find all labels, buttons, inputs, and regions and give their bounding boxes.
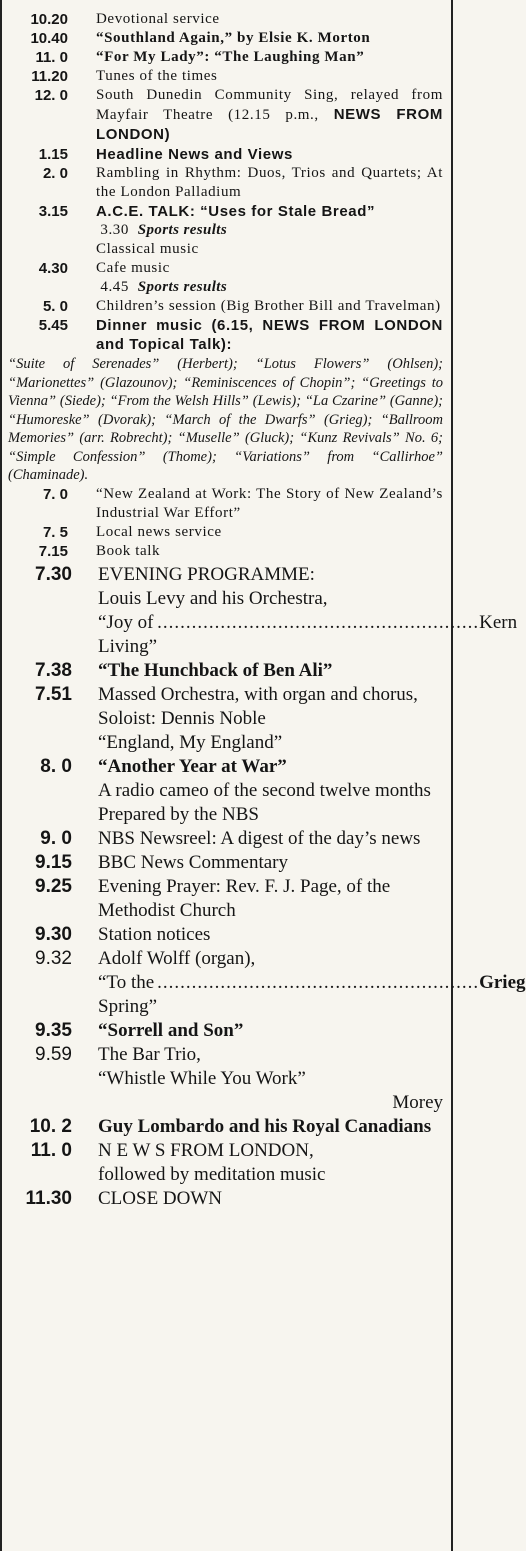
item-line: “England, My England”: [98, 731, 283, 753]
evening-row: [8, 923, 443, 947]
item-text: Rambling in Rhythm: Duos, Trios and Quartets; At the London Palladium: [96, 165, 443, 200]
time-label: 9.35: [35, 1019, 72, 1041]
time-label: 7.51: [35, 683, 72, 705]
item-line: Soloist: Dennis Noble: [98, 707, 266, 729]
item-text: Evening Prayer: Rev. F. J. Page, of the Methodist Church: [98, 875, 391, 921]
sub-time: 3.30: [100, 222, 130, 238]
listing-row: [8, 485, 443, 523]
item-line: Louis Levy and his Orchestra,: [98, 587, 328, 609]
item-text: Tunes of the times: [96, 68, 218, 84]
time-label: 8. 0: [40, 755, 72, 777]
evening-row: [8, 1115, 443, 1139]
time-label: 11.30: [25, 1187, 72, 1209]
item-body: [98, 947, 526, 1019]
time-label: 5. 0: [42, 298, 68, 315]
item-title: Guy Lombardo and his Royal Canadians: [98, 1115, 432, 1137]
time-label: 7. 5: [42, 523, 68, 541]
listing-row: [8, 542, 443, 561]
time-label: 9.30: [35, 923, 72, 945]
time-label: 9.59: [35, 1043, 72, 1065]
item-title: Dinner music (6.15, NEWS FROM LONDON and Topical Talk):: [96, 317, 443, 353]
time-label: 11. 0: [35, 49, 68, 66]
item-title: “Another Year at War”: [98, 755, 287, 777]
item-title: “Southland Again,” by Elsie K. Morton: [96, 30, 371, 46]
item-extra: Classical music: [96, 241, 199, 257]
evening-row: [8, 659, 443, 683]
evening-row: [8, 851, 443, 875]
evening-row: [8, 1019, 443, 1043]
listing-row: [8, 10, 443, 29]
evening-row: [8, 1043, 443, 1115]
time-label: 9.25: [35, 875, 72, 897]
time-label: 3.15: [38, 203, 68, 220]
listing-row: [8, 297, 443, 316]
item-text: CLOSE DOWN: [98, 1187, 223, 1209]
time-label: 10. 2: [29, 1115, 72, 1137]
listing-row: [8, 316, 443, 354]
evening-row: [8, 827, 443, 851]
item-line: Prepared by the NBS: [98, 803, 259, 825]
time-label: 2. 0: [42, 165, 68, 182]
sub-text: Sports results: [137, 279, 228, 295]
item-text-main: South Dunedin Community Sing, relayed from Mayfair Theatre (12.15 p.m.,: [96, 87, 443, 123]
sub-time: 4.45: [100, 279, 130, 295]
dinner-music-list: “Suite of Serenades” (Herbert); “Lotus Flowers” (Ohlsen); “Marionettes” (Glazounov); “Reminiscences of Chopin”; “Greetings to Vienna” (Siede); “From the Welsh Hills” (Lewis); “La Czarine” (Ganne); “Humoreske” (Dvorak); “March of the Dwarfs” (Grieg); “Ballroom Memories” (arr. Robrecht); “Muselle” (Gluck); “Kunz Revivals” No. 6; “Simple Confession” (Thome); “Variations” from “Callirhoe” (Chaminade).: [8, 356, 443, 483]
listing-row: [8, 164, 443, 202]
item-text: Adolf Wolff (organ),: [98, 947, 256, 969]
time-label: 7. 0: [42, 485, 68, 503]
evening-row: [8, 875, 443, 923]
item-body: [98, 1043, 443, 1115]
item-title: “For My Lady”: “The Laughing Man”: [96, 49, 365, 65]
listing-row: [8, 67, 443, 86]
item-line: “Whistle While You Work”: [98, 1067, 306, 1089]
item-text: Children’s session (Big Brother Bill and Travelman): [96, 298, 441, 314]
listing-row: [8, 259, 443, 297]
work-title: “To the Spring”: [98, 971, 158, 1017]
item-title: “The Hunchback of Ben Ali”: [98, 659, 333, 681]
time-label: 10.40: [30, 30, 68, 47]
composer: Kern: [479, 611, 518, 633]
item-text: Station notices: [98, 923, 211, 945]
time-label: 5.45: [38, 317, 68, 334]
item-text-bold: NEWS FROM LONDON): [96, 106, 443, 143]
evening-row: [8, 1187, 443, 1211]
item-text: Massed Orchestra, with organ and chorus,: [98, 683, 418, 705]
listing-row: [8, 523, 443, 542]
item-title: “Sorrell and Son”: [98, 1019, 244, 1041]
evening-row: [8, 755, 443, 827]
evening-row: [8, 563, 518, 659]
item-body: [98, 1139, 443, 1187]
time-label: 11. 0: [30, 1139, 72, 1161]
item-body: [98, 563, 517, 659]
time-label: 12. 0: [34, 87, 68, 104]
item-text: Book talk: [96, 542, 161, 559]
time-label: 4.30: [38, 260, 68, 277]
composer: Grieg: [479, 971, 526, 993]
item-title: N E W S FROM LONDON,: [98, 1139, 314, 1161]
item-title: EVENING PROGRAMME:: [98, 563, 315, 585]
item-line: followed by meditation music: [98, 1163, 326, 1185]
item-title: A.C.E. TALK: “Uses for Stale Bread”: [96, 203, 376, 220]
time-label: 7.38: [35, 659, 72, 681]
time-label: 7.15: [38, 542, 68, 560]
sub-text: Sports results: [137, 222, 228, 238]
evening-row: [8, 947, 526, 1019]
evening-row: [8, 1139, 443, 1187]
item-text: [96, 86, 443, 145]
item-body: [98, 755, 443, 827]
listing-row: [8, 48, 443, 67]
column-rule-left: [0, 0, 2, 1551]
time-label: 10.20: [30, 11, 68, 28]
item-title: Headline News and Views: [96, 146, 293, 163]
sub-entry: [96, 278, 443, 297]
item-text: Local news service: [96, 523, 222, 540]
item-text: BBC News Commentary: [98, 851, 288, 873]
time-label: 11.20: [31, 68, 68, 85]
item-line-leader: [98, 971, 526, 1019]
time-label: 9. 0: [40, 827, 72, 849]
listing-row: [8, 86, 443, 145]
listing-row: [8, 29, 443, 48]
time-label: 9.32: [35, 947, 72, 969]
item-line: A radio cameo of the second twelve months: [98, 779, 431, 801]
evening-row: [8, 683, 443, 755]
programme-listing: [8, 10, 526, 1211]
time-label: 9.15: [35, 851, 72, 873]
time-label: 1.15: [38, 146, 68, 163]
item-line-leader: [98, 611, 517, 659]
listing-row: [8, 202, 443, 259]
column-rule-right: [451, 0, 453, 1551]
item-text: Devotional service: [96, 11, 220, 27]
item-text: Cafe music: [96, 260, 170, 276]
item-text: “New Zealand at Work: The Story of New Zealand’s Industrial War Effort”: [96, 485, 443, 521]
work-title: “Joy of Living”: [98, 611, 158, 657]
item-body: [96, 202, 443, 259]
item-body: [98, 683, 443, 755]
composer: Morey: [392, 1091, 443, 1113]
sub-entry: [96, 221, 443, 240]
listing-row: [8, 145, 443, 164]
item-text: NBS Newsreel: A digest of the day’s news: [98, 827, 421, 849]
item-text: The Bar Trio,: [98, 1043, 201, 1065]
time-label: 7.30: [35, 563, 72, 585]
item-body: [96, 259, 443, 297]
